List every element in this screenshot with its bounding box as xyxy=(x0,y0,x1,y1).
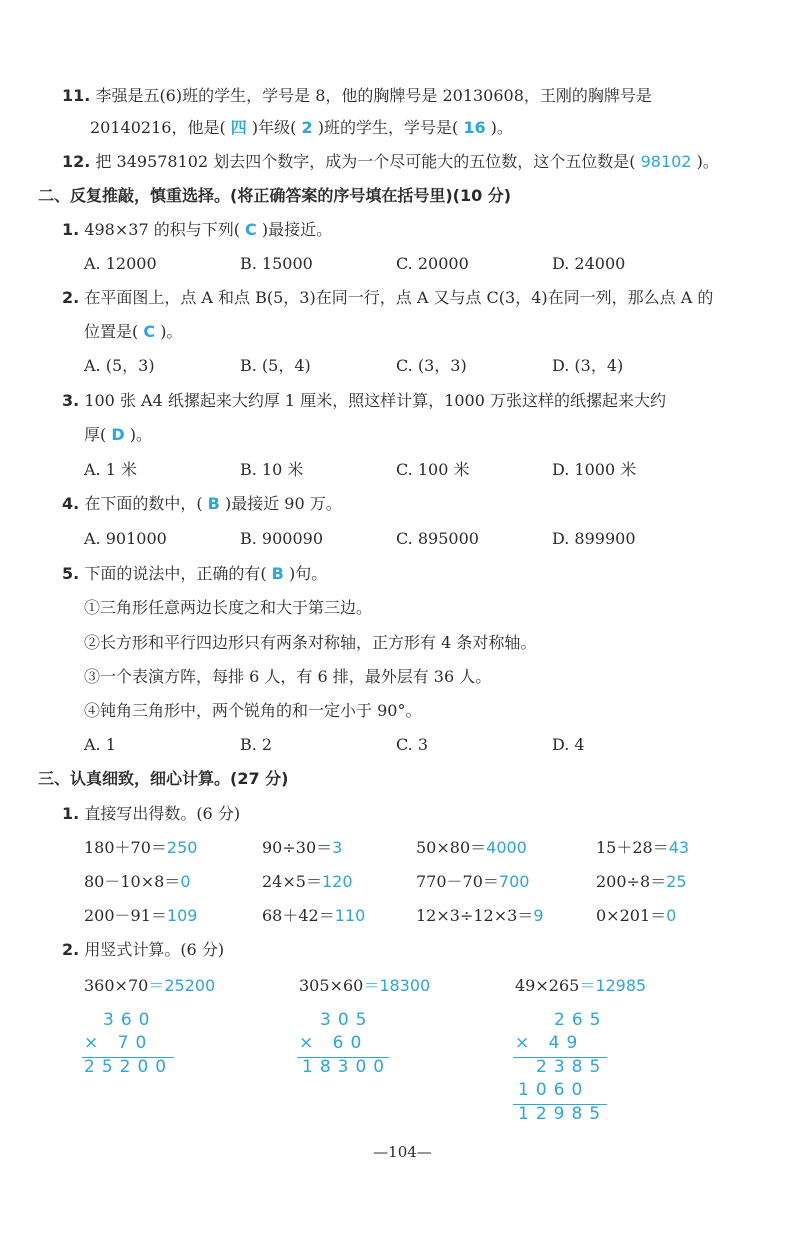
vertical-row: 1060 xyxy=(518,1080,590,1100)
question-text: 厚( xyxy=(84,425,107,444)
vertical-row: × 70 xyxy=(84,1033,154,1053)
oral-calc-item: 0×201＝0 xyxy=(596,906,677,925)
question-number: 5. xyxy=(62,564,80,583)
option: B. 10 米 xyxy=(240,460,304,479)
question-text: 李强是五(6)班的学生，学号是 8，他的胸牌号是 20130608，王刚的胸牌号是 xyxy=(95,86,652,105)
question-number: 12. xyxy=(62,152,91,171)
answer: C xyxy=(143,322,156,341)
question-text: 在平面图上，点 A 和点 B(5，3)在同一行，点 A 又与点 C(3，4)在同一列，那么点 A 的 xyxy=(84,288,714,307)
q12 xyxy=(62,150,719,174)
s2-q2-line1 xyxy=(62,286,713,310)
question-number: 4. xyxy=(62,494,80,513)
vertical-row: 12985 xyxy=(518,1104,608,1124)
vertical-calc-expr: 305×60＝18300 xyxy=(299,976,431,995)
option: A. 1 米 xyxy=(84,460,137,479)
vertical-row: 2385 xyxy=(536,1057,608,1077)
question-number: 2. xyxy=(62,940,80,959)
s2-q3-line2 xyxy=(84,423,152,447)
statement: ④钝角三角形中，两个锐角的和一定小于 90°。 xyxy=(84,701,422,720)
oral-calc-item: 68＋42＝110 xyxy=(262,906,366,925)
vertical-row: 18300 xyxy=(302,1057,392,1077)
oral-calc-item: 770－70＝700 xyxy=(416,872,530,891)
option: C. 100 米 xyxy=(396,460,470,479)
question-text: 100 张 A4 纸摞起来大约厚 1 厘米，照这样计算，1000 万张这样的纸摞起来大约 xyxy=(84,391,667,410)
s3-q2 xyxy=(62,938,224,962)
oral-calc-item: 50×80＝4000 xyxy=(416,838,527,857)
s2-q4 xyxy=(62,492,342,516)
answer: 四 xyxy=(230,118,247,137)
option: A. 901000 xyxy=(84,529,167,548)
option: B. 2 xyxy=(240,735,273,754)
oral-calc-item: 90÷30＝3 xyxy=(262,838,343,857)
q11-line1 xyxy=(62,84,652,108)
answer: 16 xyxy=(463,118,486,137)
vertical-row: 360 xyxy=(103,1010,157,1030)
option: D. 899900 xyxy=(552,529,636,548)
statement: ①三角形任意两边长度之和大于第三边。 xyxy=(84,598,373,617)
oral-calc-item: 200÷8＝25 xyxy=(596,872,687,891)
question-text: )年级( xyxy=(251,118,297,137)
section-title: 二、反复推敲，慎重选择。(将正确答案的序号填在括号里)(10 分) xyxy=(38,186,512,205)
question-text: 下面的说法中，正确的有( xyxy=(84,564,267,583)
vertical-row: × 49 xyxy=(515,1033,585,1053)
oral-calc-item: 15＋28＝43 xyxy=(596,838,690,857)
question-number: 1. xyxy=(62,220,80,239)
option: D. 1000 米 xyxy=(552,460,637,479)
question-text: 用竖式计算。(6 分) xyxy=(84,940,225,959)
answer: D xyxy=(111,425,125,444)
vertical-row: 265 xyxy=(554,1010,608,1030)
option: D. (3，4) xyxy=(552,356,624,375)
answer: B xyxy=(207,494,220,513)
question-text: )。 xyxy=(129,425,152,444)
option: B. (5，4) xyxy=(240,356,311,375)
s2-q2-line2 xyxy=(84,320,182,344)
question-text: )。 xyxy=(160,322,183,341)
vertical-row: × 60 xyxy=(299,1033,369,1053)
s2-q1 xyxy=(62,218,332,242)
question-text: )班的学生，学号是( xyxy=(317,118,459,137)
question-number: 1. xyxy=(62,804,80,823)
question-text: 在下面的数中，( xyxy=(84,494,203,513)
oral-calc-item: 200－91＝109 xyxy=(84,906,198,925)
q11-line2 xyxy=(90,116,513,140)
s3-q1 xyxy=(62,802,240,826)
section-title: 三、认真细致，细心计算。(27 分) xyxy=(38,769,289,788)
s2-q5 xyxy=(62,562,327,586)
question-text: )句。 xyxy=(288,564,328,583)
option: B. 900090 xyxy=(240,529,324,548)
question-number: 11. xyxy=(62,86,91,105)
question-text: 20140216，他是( xyxy=(90,118,226,137)
option: A. 12000 xyxy=(84,254,157,273)
option: C. 3 xyxy=(396,735,429,754)
option: A. (5，3) xyxy=(84,356,155,375)
oral-calc-item: 24×5＝120 xyxy=(262,872,353,891)
question-text: )。 xyxy=(696,152,719,171)
oral-calc-item: 80－10×8＝0 xyxy=(84,872,191,891)
statement: ③一个表演方阵，每排 6 人，有 6 排，最外层有 36 人。 xyxy=(84,667,492,686)
vertical-row: 305 xyxy=(320,1010,374,1030)
option: C. 895000 xyxy=(396,529,479,548)
s2-q3-line1 xyxy=(62,389,666,413)
question-text: )最接近 90 万。 xyxy=(224,494,342,513)
oral-calc-item: 180＋70＝250 xyxy=(84,838,198,857)
vertical-calc-expr: 360×70＝25200 xyxy=(84,976,216,995)
option: B. 15000 xyxy=(240,254,313,273)
question-text: )最接近。 xyxy=(261,220,333,239)
vertical-calc-expr: 49×265＝12985 xyxy=(515,976,647,995)
question-number: 3. xyxy=(62,391,80,410)
answer: C xyxy=(245,220,257,239)
option: A. 1 xyxy=(84,735,116,754)
answer: B xyxy=(271,564,284,583)
question-text: )。 xyxy=(490,118,513,137)
question-text: 498×37 的积与下列( xyxy=(84,220,240,239)
question-text: 直接写出得数。(6 分) xyxy=(84,804,241,823)
answer: 2 xyxy=(301,118,313,137)
question-number: 2. xyxy=(62,288,80,307)
question-text: 位置是( xyxy=(84,322,139,341)
oral-calc-item: 12×3÷12×3＝9 xyxy=(416,906,544,925)
answer: 98102 xyxy=(640,152,692,171)
page-number: —104— xyxy=(373,1143,432,1161)
question-text: 把 349578102 划去四个数字，成为一个尽可能大的五位数，这个五位数是( xyxy=(95,152,636,171)
option: D. 24000 xyxy=(552,254,626,273)
option: D. 4 xyxy=(552,735,585,754)
option: C. 20000 xyxy=(396,254,469,273)
vertical-row: 25200 xyxy=(84,1057,174,1077)
statement: ②长方形和平行四边形只有两条对称轴，正方形有 4 条对称轴。 xyxy=(84,633,537,652)
option: C. (3，3) xyxy=(396,356,467,375)
